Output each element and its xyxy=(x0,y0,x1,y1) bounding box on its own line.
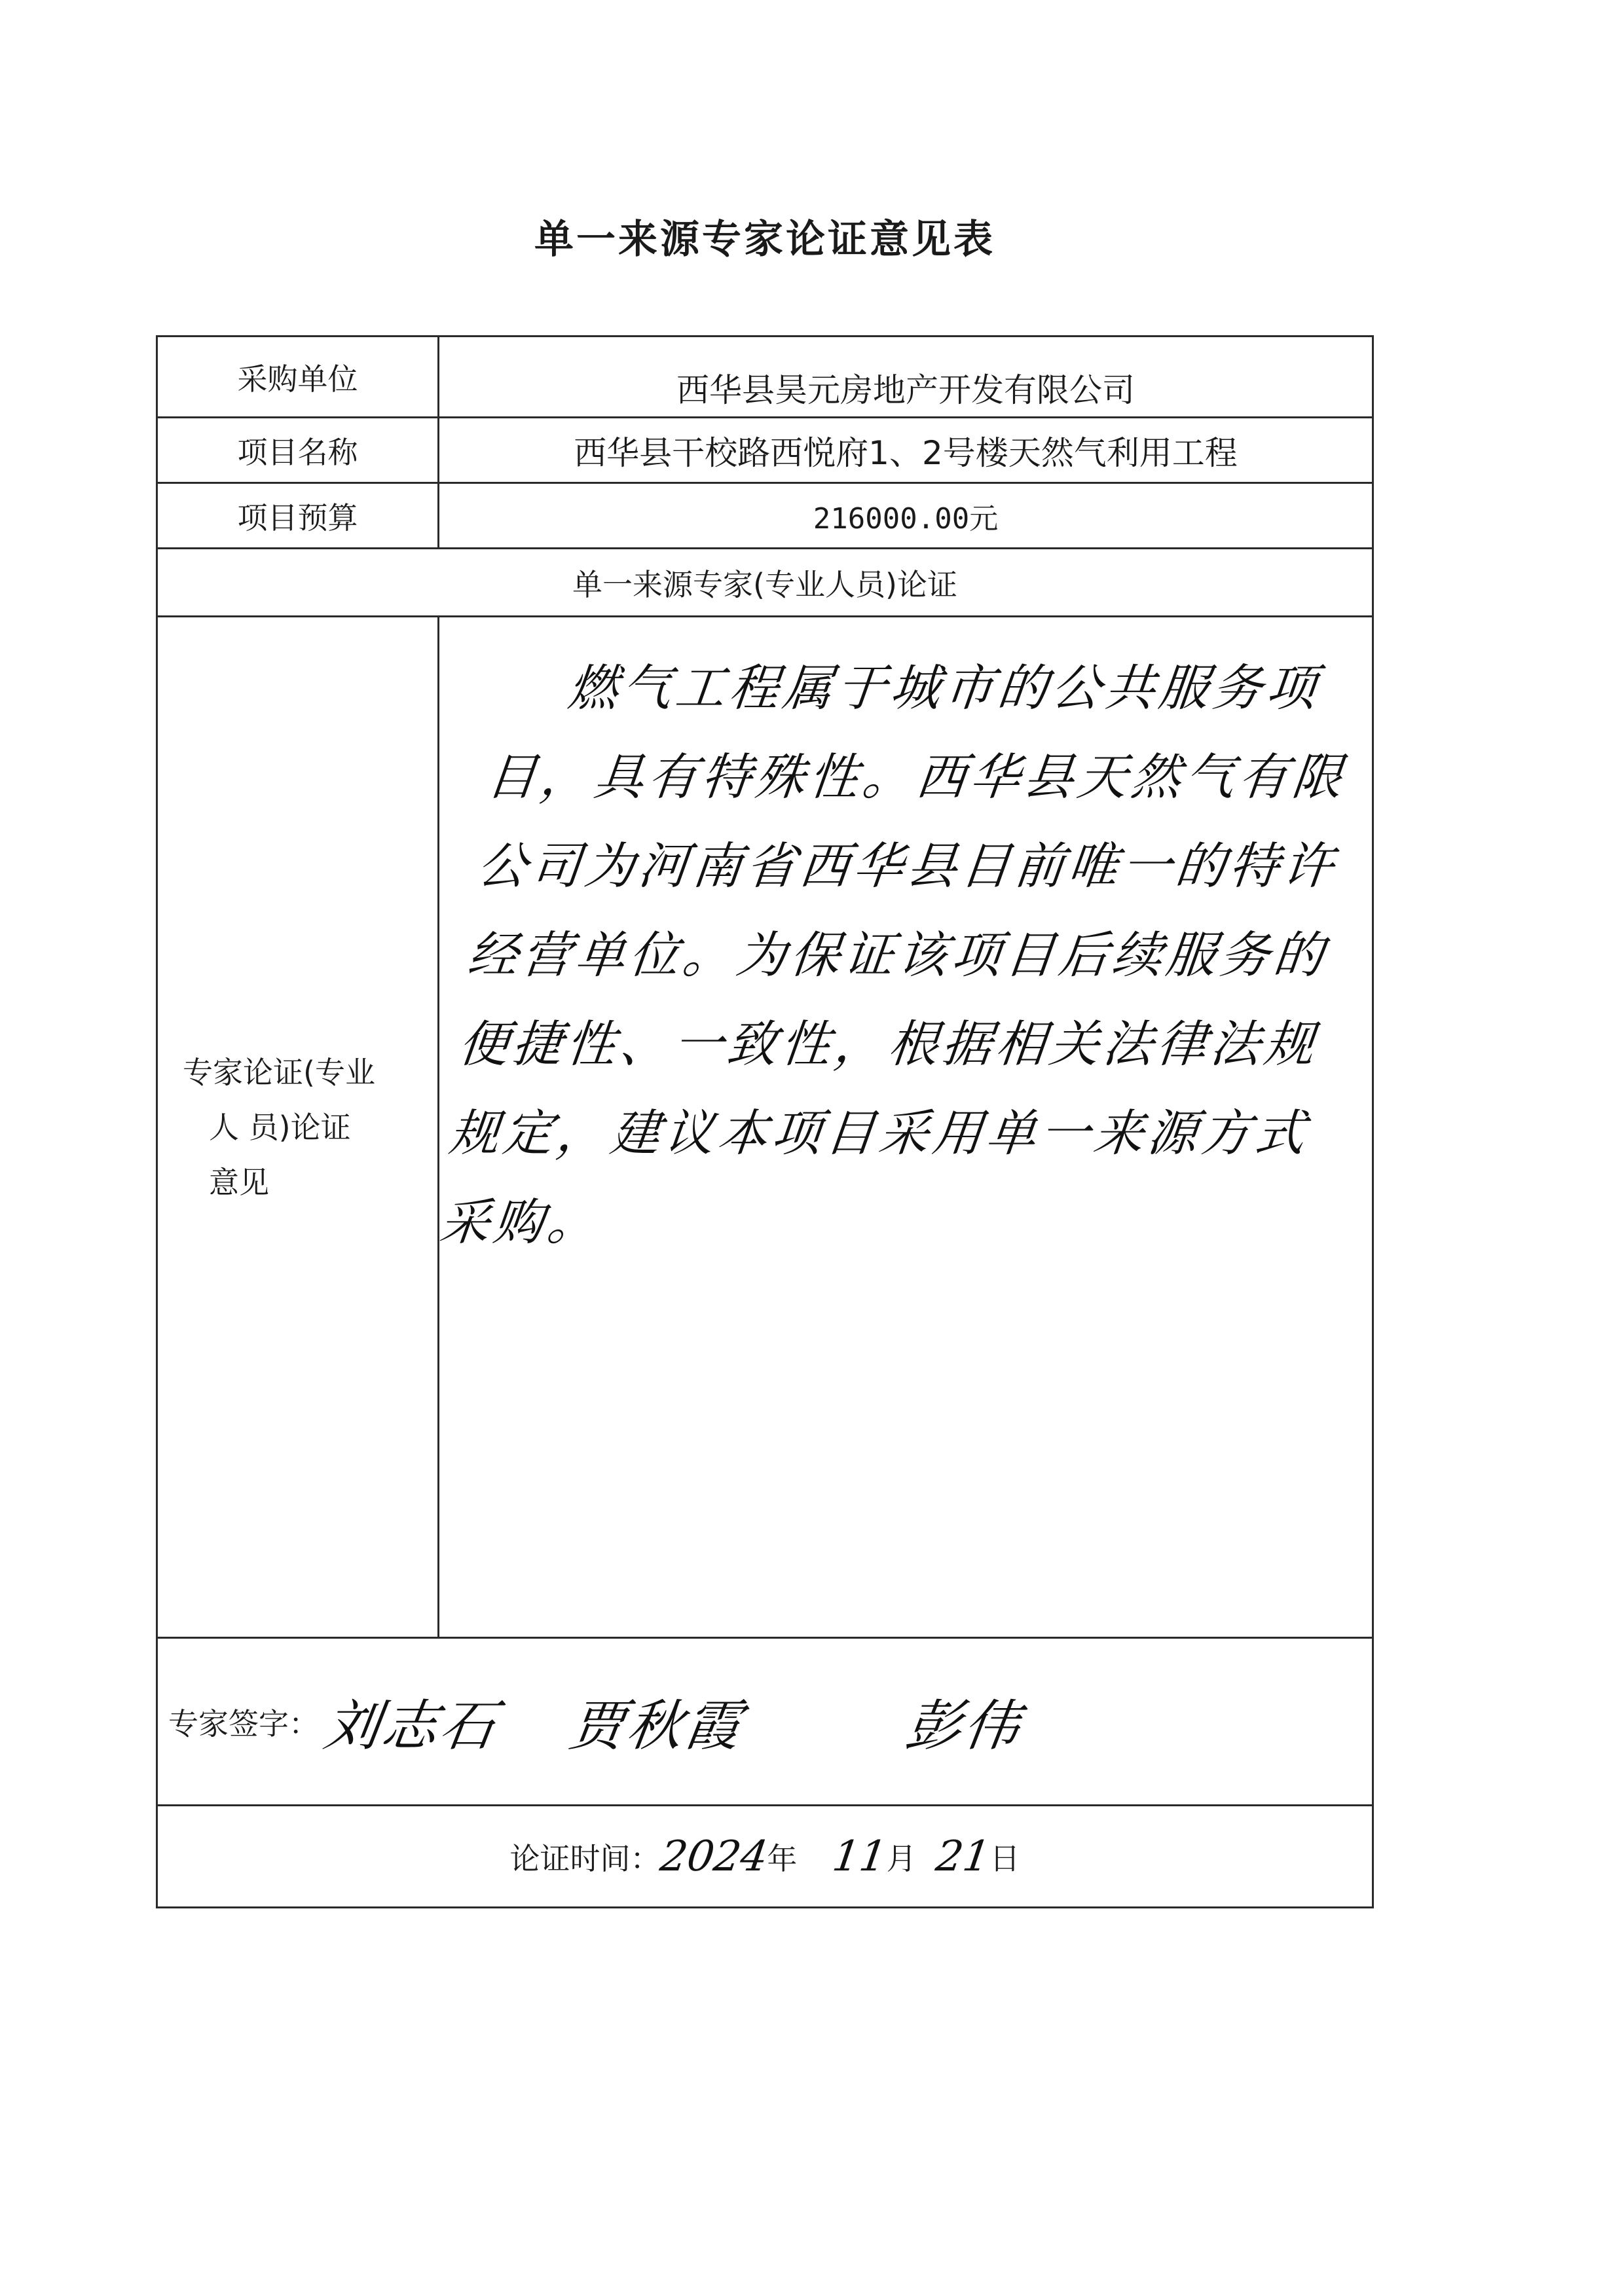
date-label: 论证时间： xyxy=(509,1840,661,1876)
project-name-row xyxy=(157,418,1373,483)
form-title: 单一来源专家论证意见表 xyxy=(534,217,995,263)
opinion-cell xyxy=(439,617,1373,1638)
opinion-label-line2: 人 员)论证 xyxy=(209,1109,351,1145)
signature-row xyxy=(157,1638,1373,1806)
signature-label: 专家签字： xyxy=(168,1705,319,1741)
signature-1: 刘志石 xyxy=(320,1694,502,1758)
opinion-handwritten-text: 燃气工程属于城市的公共服务项目，具有特殊性。西华县天然气有限公司为河南省西华县目前唯一的特许经营单位。为保证该项目后续服务的便捷性、一致性，根据相关法律法规规定，建议本项目采用单一来源方式采购。 xyxy=(437,659,1350,1251)
purchaser-value: 西华县昊元房地产开发有限公司 xyxy=(439,337,1373,418)
opinion-label-line3: 意见 xyxy=(209,1164,269,1200)
signature-cell xyxy=(157,1638,1373,1806)
project-name-label: 项目名称 xyxy=(157,418,439,483)
budget-label: 项目预算 xyxy=(157,483,439,549)
date-cell xyxy=(157,1806,1373,1908)
signature-2: 贾秋霞 xyxy=(565,1694,748,1758)
project-name-value: 西华县干校路西悦府1、2号楼天然气利用工程 xyxy=(439,418,1373,483)
opinion-row xyxy=(157,617,1373,1638)
purchaser-row xyxy=(157,337,1373,418)
budget-value: 216000.00元 xyxy=(439,483,1373,549)
opinion-label-line1: 专家论证(专业 xyxy=(183,1054,375,1090)
section-header: 单一来源专家(专业人员)论证 xyxy=(157,549,1373,617)
date-day-unit: 日 xyxy=(989,1840,1020,1876)
section-header-row xyxy=(157,549,1373,617)
opinion-label xyxy=(157,617,439,1638)
budget-row xyxy=(157,483,1373,549)
date-row xyxy=(157,1806,1373,1908)
signature-3: 彭伟 xyxy=(902,1694,1027,1758)
date-year: 2024 xyxy=(657,1832,771,1881)
opinion-form-table xyxy=(156,335,1374,1908)
date-year-unit: 年 xyxy=(767,1840,798,1876)
date-month: 11 xyxy=(829,1832,890,1881)
date-month-unit: 月 xyxy=(886,1840,917,1876)
purchaser-label: 采购单位 xyxy=(157,337,439,418)
date-day: 21 xyxy=(932,1832,993,1881)
